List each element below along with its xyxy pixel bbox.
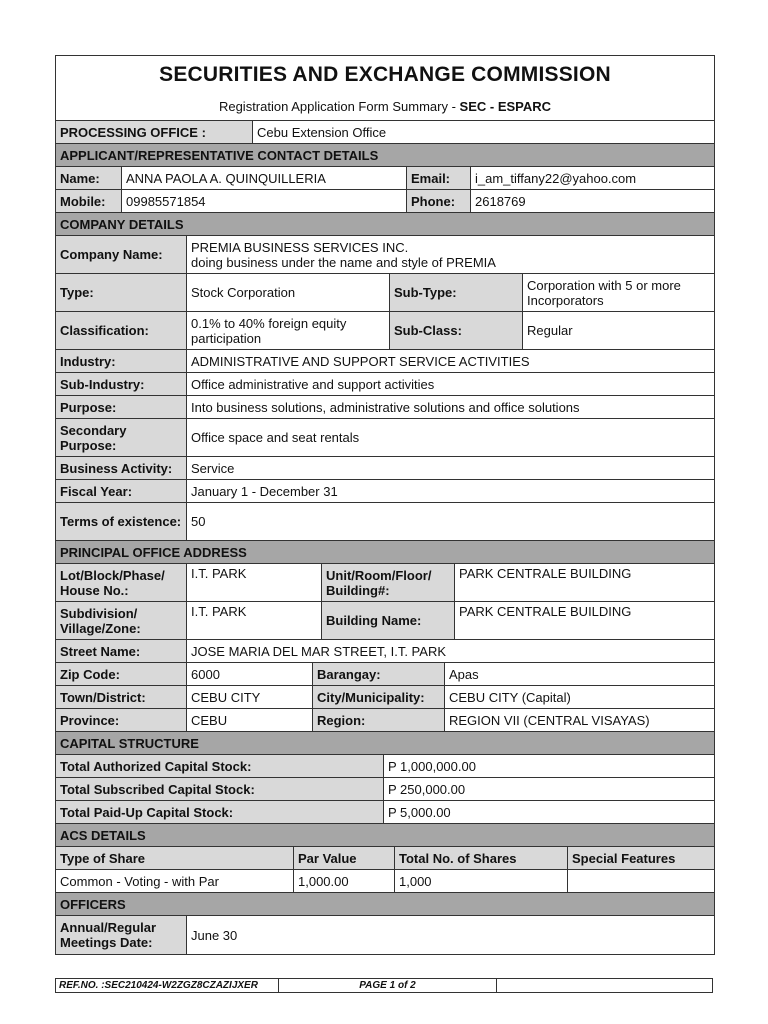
company-name-row [56, 236, 714, 274]
address-lot-row [56, 564, 714, 602]
meeting-value: June 30 [187, 916, 714, 954]
street-value: JOSE MARIA DEL MAR STREET, I.T. PARK [187, 640, 714, 662]
reference-number: REF.NO. :SEC210424-W2ZGZ8CZAZIJXER [56, 979, 279, 992]
authorized-capital-row [56, 755, 714, 778]
lot-value: I.T. PARK [187, 564, 322, 601]
subindustry-value: Office administrative and support activities [187, 373, 714, 395]
business-activity-row [56, 457, 714, 480]
unit-label: Unit/Room/Floor/ Building#: [322, 564, 455, 601]
company-name-label: Company Name: [56, 236, 187, 273]
name-value: ANNA PAOLA A. QUINQUILLERIA [122, 167, 407, 189]
province-row [56, 709, 714, 732]
subtitle-system: SEC - ESPARC [459, 99, 552, 114]
contact-mobile-row [56, 190, 714, 213]
acs-shares-cell: 1,000 [395, 870, 568, 892]
subtype-value: Corporation with 5 or more Incorporators [523, 274, 714, 311]
purpose-label: Purpose: [56, 396, 187, 418]
secondary-purpose-label: Secondary Purpose: [56, 419, 187, 456]
classification-label: Classification: [56, 312, 187, 349]
type-value: Stock Corporation [187, 274, 390, 311]
subindustry-row [56, 373, 714, 396]
address-subdivision-row [56, 602, 714, 640]
processing-office-value: Cebu Extension Office [253, 121, 714, 143]
zip-label: Zip Code: [56, 663, 187, 685]
subclass-label: Sub-Class: [390, 312, 523, 349]
purpose-value: Into business solutions, administrative solutions and office solutions [187, 396, 714, 418]
subindustry-label: Sub-Industry: [56, 373, 187, 395]
town-row [56, 686, 714, 709]
zip-row [56, 663, 714, 686]
name-label: Name: [56, 167, 122, 189]
contact-name-row [56, 167, 714, 190]
secondary-purpose-value: Office space and seat rentals [187, 419, 714, 456]
company-name-line1: PREMIA BUSINESS SERVICES INC. [191, 239, 409, 255]
region-label: Region: [313, 709, 445, 731]
acs-header-row [56, 847, 714, 870]
acs-col-features: Special Features [568, 847, 714, 869]
barangay-label: Barangay: [313, 663, 445, 685]
acs-col-shares: Total No. of Shares [395, 847, 568, 869]
acs-col-par: Par Value [294, 847, 395, 869]
fiscal-year-value: January 1 - December 31 [187, 480, 714, 502]
acs-type-cell: Common - Voting - with Par [56, 870, 294, 892]
acs-par-cell: 1,000.00 [294, 870, 395, 892]
fiscal-year-label: Fiscal Year: [56, 480, 187, 502]
processing-office-row [56, 121, 714, 144]
meeting-label: Annual/Regular Meetings Date: [56, 916, 187, 954]
unit-value: PARK CENTRALE BUILDING [455, 564, 714, 601]
province-value: CEBU [187, 709, 313, 731]
business-activity-label: Business Activity: [56, 457, 187, 479]
subtype-label: Sub-Type: [390, 274, 523, 311]
page-number: PAGE 1 of 2 [279, 979, 497, 992]
company-section-header: COMPANY DETAILS [56, 213, 714, 236]
subtitle-prefix: Registration Application Form Summary - [218, 99, 460, 114]
classification-value: 0.1% to 40% foreign equity participation [187, 312, 390, 349]
type-label: Type: [56, 274, 187, 311]
paidup-capital-label: Total Paid-Up Capital Stock: [56, 801, 384, 823]
building-label: Building Name: [322, 602, 455, 639]
meeting-row [56, 916, 714, 954]
footer-blank [497, 979, 712, 992]
terms-value: 50 [187, 503, 714, 540]
building-value: PARK CENTRALE BUILDING [455, 602, 714, 639]
contact-section-header: APPLICANT/REPRESENTATIVE CONTACT DETAILS [56, 144, 714, 167]
company-name-line2: doing business under the name and style of PREMIA [191, 254, 496, 270]
subscribed-capital-row [56, 778, 714, 801]
city-label: City/Municipality: [313, 686, 445, 708]
business-activity-value: Service [187, 457, 714, 479]
barangay-value: Apas [445, 663, 714, 685]
acs-section-header: ACS DETAILS [56, 824, 714, 847]
officers-section-header: OFFICERS [56, 893, 714, 916]
address-section-header: PRINCIPAL OFFICE ADDRESS [56, 541, 714, 564]
terms-label: Terms of existence: [56, 503, 187, 540]
subdivision-label: Subdivision/ Village/Zone: [56, 602, 187, 639]
subscribed-capital-value: P 250,000.00 [384, 778, 714, 800]
company-name-value [187, 236, 714, 273]
street-row [56, 640, 714, 663]
capital-section-header: CAPITAL STRUCTURE [56, 732, 714, 755]
mobile-label: Mobile: [56, 190, 122, 212]
company-classification-row [56, 312, 714, 350]
lot-label: Lot/Block/Phase/ House No.: [56, 564, 187, 601]
province-label: Province: [56, 709, 187, 731]
acs-features-cell [568, 870, 714, 892]
email-label: Email: [407, 167, 471, 189]
authorized-capital-label: Total Authorized Capital Stock: [56, 755, 384, 777]
town-label: Town/District: [56, 686, 187, 708]
city-value: CEBU CITY (Capital) [445, 686, 714, 708]
registration-form [55, 55, 715, 955]
paidup-capital-row [56, 801, 714, 824]
table-row [56, 870, 714, 893]
email-value: i_am_tiffany22@yahoo.com [471, 167, 714, 189]
acs-col-type: Type of Share [56, 847, 294, 869]
subclass-value: Regular [523, 312, 714, 349]
zip-value: 6000 [187, 663, 313, 685]
page-title: SECURITIES AND EXCHANGE COMMISSION [159, 63, 611, 86]
phone-label: Phone: [407, 190, 471, 212]
town-value: CEBU CITY [187, 686, 313, 708]
phone-value: 2618769 [471, 190, 714, 212]
region-value: REGION VII (CENTRAL VISAYAS) [445, 709, 714, 731]
street-label: Street Name: [56, 640, 187, 662]
terms-row [56, 503, 714, 541]
processing-office-label: PROCESSING OFFICE : [56, 121, 253, 143]
industry-label: Industry: [56, 350, 187, 372]
authorized-capital-value: P 1,000,000.00 [384, 755, 714, 777]
form-subtitle [56, 94, 714, 121]
page-footer [55, 978, 713, 993]
paidup-capital-value: P 5,000.00 [384, 801, 714, 823]
industry-value: ADMINISTRATIVE AND SUPPORT SERVICE ACTIVITIES [187, 350, 714, 372]
subscribed-capital-label: Total Subscribed Capital Stock: [56, 778, 384, 800]
company-type-row [56, 274, 714, 312]
fiscal-year-row [56, 480, 714, 503]
mobile-value: 09985571854 [122, 190, 407, 212]
purpose-row [56, 396, 714, 419]
secondary-purpose-row [56, 419, 714, 457]
industry-row [56, 350, 714, 373]
subdivision-value: I.T. PARK [187, 602, 322, 639]
